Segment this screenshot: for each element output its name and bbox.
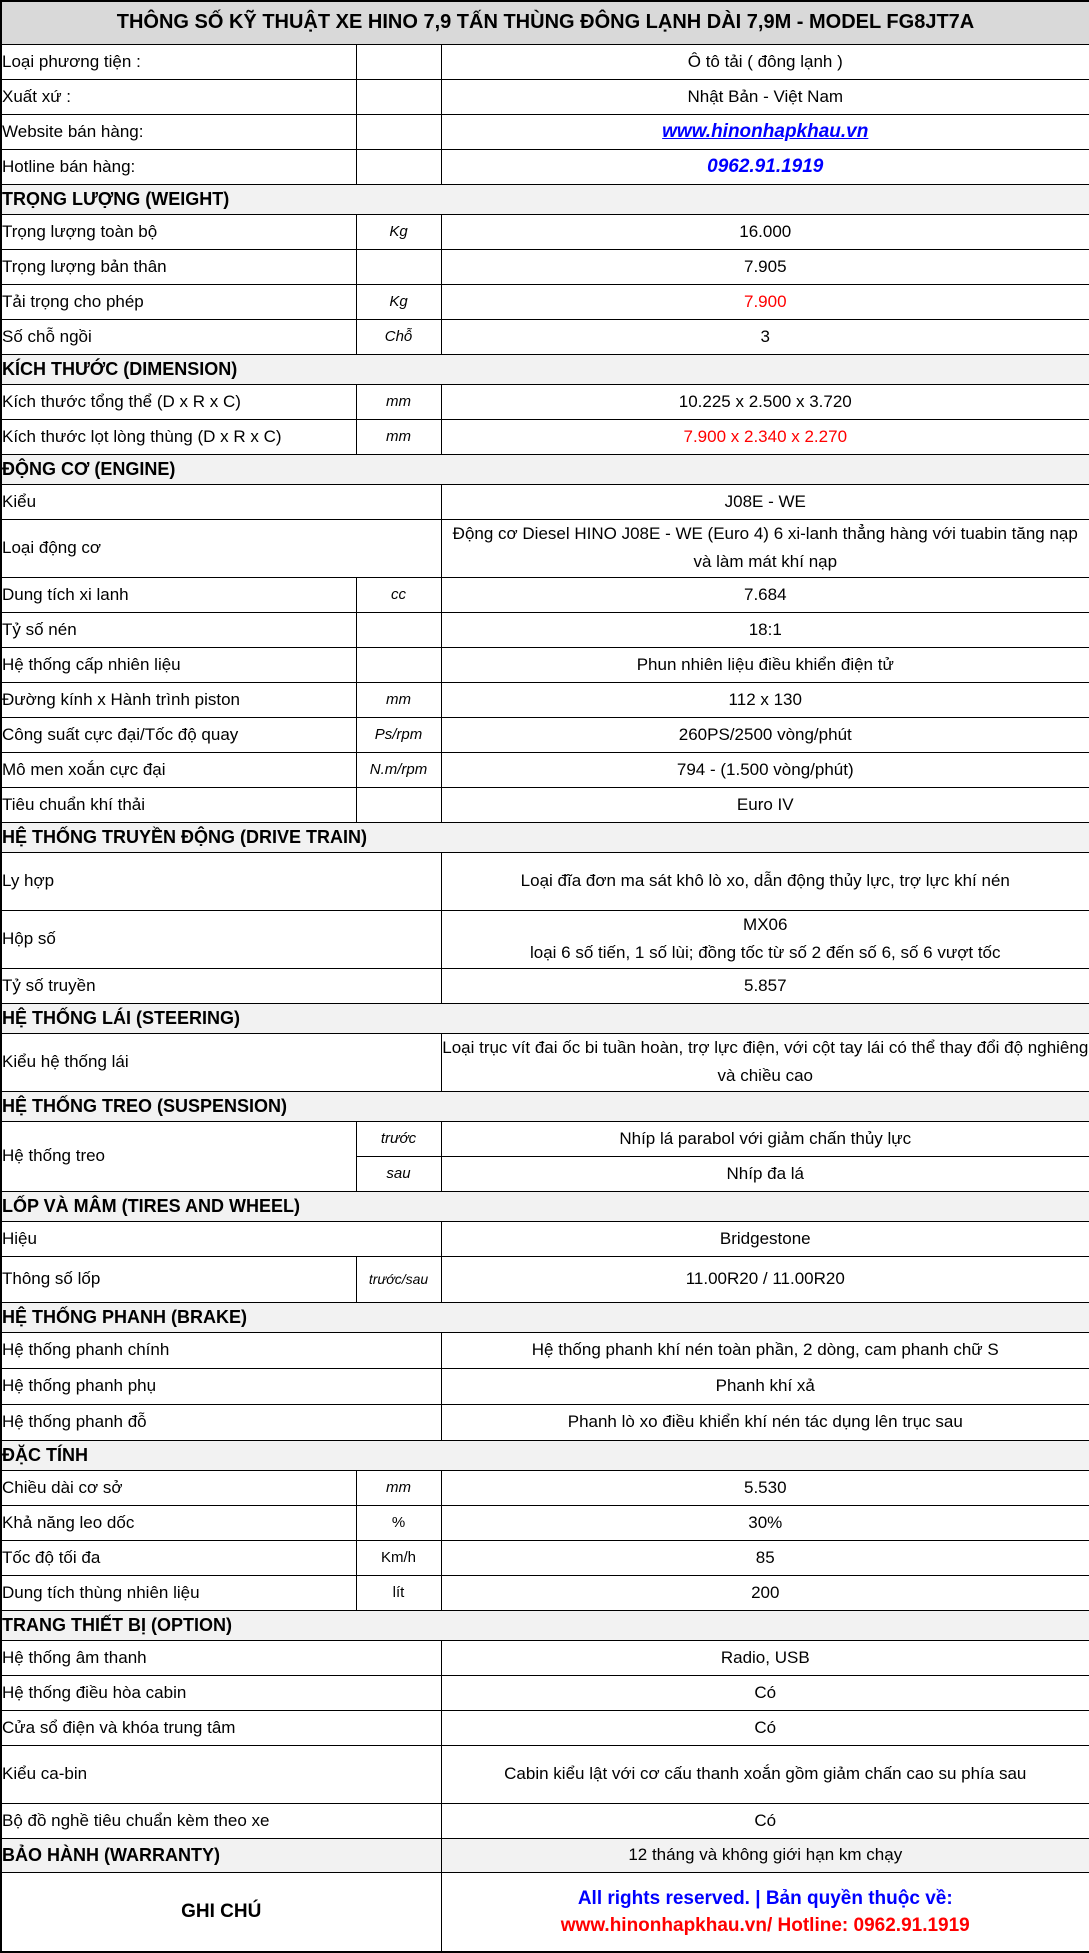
row-unit: sau [356, 1156, 441, 1191]
hotline-value: 0962.91.1919 [441, 149, 1089, 184]
spec-row [1, 519, 1089, 577]
row-value: Nhíp đa lá [441, 1156, 1089, 1191]
warranty-value: 12 tháng và không giới hạn km chạy [441, 1838, 1089, 1872]
row-value: 112 x 130 [441, 682, 1089, 717]
spec-row [1, 787, 1089, 822]
spec-row [1, 384, 1089, 419]
row-value: Phanh khí xả [441, 1368, 1089, 1404]
row-unit [356, 787, 441, 822]
row-unit [356, 114, 441, 149]
warranty-label: BẢO HÀNH (WARRANTY) [1, 1838, 441, 1872]
row-label: Hệ thống âm thanh [1, 1640, 441, 1675]
row-value: 7.900 x 2.340 x 2.270 [441, 419, 1089, 454]
spec-row [1, 647, 1089, 682]
row-value: 30% [441, 1505, 1089, 1540]
section-header-row [1, 184, 1089, 214]
section-header-row [1, 354, 1089, 384]
section-title: HỆ THỐNG LÁI (STEERING) [1, 1003, 1089, 1033]
section-header-row [1, 1003, 1089, 1033]
spec-row [1, 1121, 1089, 1156]
row-value: 794 - (1.500 vòng/phút) [441, 752, 1089, 787]
row-value: Hệ thống phanh khí nén toàn phần, 2 dòng, cam phanh chữ S [441, 1332, 1089, 1368]
spec-row [1, 1540, 1089, 1575]
spec-row [1, 284, 1089, 319]
row-label: Kích thước lọt lòng thùng (D x R x C) [1, 419, 356, 454]
row-unit [356, 612, 441, 647]
section-title: HỆ THỐNG TREO (SUSPENSION) [1, 1091, 1089, 1121]
spec-row [1, 1710, 1089, 1745]
row-unit: N.m/rpm [356, 752, 441, 787]
row-label: Kích thước tổng thể (D x R x C) [1, 384, 356, 419]
row-label: Chiều dài cơ sở [1, 1470, 356, 1505]
spec-row [1, 484, 1089, 519]
row-label: Thông số lốp [1, 1256, 356, 1302]
row-label: Kiểu [1, 484, 441, 519]
section-title: KÍCH THƯỚC (DIMENSION) [1, 354, 1089, 384]
row-unit: Ps/rpm [356, 717, 441, 752]
row-value: Euro IV [441, 787, 1089, 822]
spec-row [1, 249, 1089, 284]
row-unit: Chỗ [356, 319, 441, 354]
spec-row [1, 577, 1089, 612]
row-unit: lít [356, 1575, 441, 1610]
row-value: 85 [441, 1540, 1089, 1575]
row-label: Loại động cơ [1, 519, 441, 577]
row-label: Hệ thống phanh chính [1, 1332, 441, 1368]
spec-row [1, 1256, 1089, 1302]
page-title: THÔNG SỐ KỸ THUẬT XE HINO 7,9 TẤN THÙNG ĐÔNG LẠNH DÀI 7,9M - MODEL FG8JT7A [1, 1, 1089, 44]
row-label: Dung tích thùng nhiên liệu [1, 1575, 356, 1610]
row-label: Kiểu hệ thống lái [1, 1033, 441, 1091]
row-value: Có [441, 1710, 1089, 1745]
row-unit: trước [356, 1121, 441, 1156]
row-label: Website bán hàng: [1, 114, 356, 149]
spec-row [1, 752, 1089, 787]
note-label: GHI CHÚ [1, 1872, 441, 1952]
spec-row [1, 717, 1089, 752]
row-label: Hệ thống phanh phụ [1, 1368, 441, 1404]
row-label: Xuất xứ : [1, 79, 356, 114]
row-label: Trọng lượng bản thân [1, 249, 356, 284]
row-unit: mm [356, 1470, 441, 1505]
row-value: J08E - WE [441, 484, 1089, 519]
spec-row [1, 419, 1089, 454]
section-header-row [1, 1302, 1089, 1332]
row-unit [356, 44, 441, 79]
row-label: Trọng lượng toàn bộ [1, 214, 356, 249]
row-unit: Kg [356, 284, 441, 319]
section-header-row [1, 1191, 1089, 1221]
row-label: Tỷ số nén [1, 612, 356, 647]
row-label: Mô men xoắn cực đại [1, 752, 356, 787]
row-value: Loại trục vít đai ốc bi tuần hoàn, trợ lực điện, với cột tay lái có thể thay đổi độ nghiêng và chiều cao [441, 1033, 1089, 1091]
row-label: Dung tích xi lanh [1, 577, 356, 612]
row-value: 5.530 [441, 1470, 1089, 1505]
row-value: Phanh lò xo điều khiển khí nén tác dụng lên trục sau [441, 1404, 1089, 1440]
spec-row [1, 612, 1089, 647]
row-value [441, 114, 1089, 149]
spec-row [1, 1675, 1089, 1710]
row-label: Bộ đồ nghề tiêu chuẩn kèm theo xe [1, 1803, 441, 1838]
note-line-blue: All rights reserved. | Bản quyền thuộc về: [442, 1885, 1089, 1912]
row-label: Tỷ số truyền [1, 968, 441, 1003]
spec-row [1, 1332, 1089, 1368]
spec-row [1, 319, 1089, 354]
spec-row [1, 1505, 1089, 1540]
spec-row [1, 1745, 1089, 1803]
row-unit: cc [356, 577, 441, 612]
row-value: 18:1 [441, 612, 1089, 647]
row-value: 3 [441, 319, 1089, 354]
spec-row [1, 910, 1089, 968]
spec-row [1, 1368, 1089, 1404]
row-label: Công suất cực đại/Tốc độ quay [1, 717, 356, 752]
spec-row [1, 968, 1089, 1003]
row-label: Hotline bán hàng: [1, 149, 356, 184]
note-line-red: www.hinonhapkhau.vn/ Hotline: 0962.91.1919 [442, 1912, 1089, 1939]
row-unit: mm [356, 682, 441, 717]
row-value: Loại đĩa đơn ma sát khô lò xo, dẫn động thủy lực, trợ lực khí nén [441, 852, 1089, 910]
row-label: Hiệu [1, 1221, 441, 1256]
section-title: HỆ THỐNG TRUYỀN ĐỘNG (DRIVE TRAIN) [1, 822, 1089, 852]
row-value: Ô tô tải ( đông lạnh ) [441, 44, 1089, 79]
row-label: Tải trọng cho phép [1, 284, 356, 319]
spec-row [1, 214, 1089, 249]
row-label: Khả năng leo dốc [1, 1505, 356, 1540]
row-label: Số chỗ ngồi [1, 319, 356, 354]
spec-row [1, 1470, 1089, 1505]
row-label: Ly hợp [1, 852, 441, 910]
spec-table-body [1, 1, 1089, 1952]
row-value: Có [441, 1675, 1089, 1710]
row-value: Bridgestone [441, 1221, 1089, 1256]
row-value: Động cơ Diesel HINO J08E - WE (Euro 4) 6 xi-lanh thẳng hàng với tuabin tăng nạp và làm mát khí nạp [441, 519, 1089, 577]
row-unit: trước/sau [356, 1256, 441, 1302]
spec-row [1, 149, 1089, 184]
section-title: TRANG THIẾT BỊ (OPTION) [1, 1610, 1089, 1640]
row-label: Tốc độ tối đa [1, 1540, 356, 1575]
row-value: 200 [441, 1575, 1089, 1610]
row-label: Hộp số [1, 910, 441, 968]
note-value [441, 1872, 1089, 1952]
row-value: Có [441, 1803, 1089, 1838]
row-value: Cabin kiểu lật với cơ cấu thanh xoắn gồm giảm chấn cao su phía sau [441, 1745, 1089, 1803]
section-title: HỆ THỐNG PHANH (BRAKE) [1, 1302, 1089, 1332]
row-label: Hệ thống điều hòa cabin [1, 1675, 441, 1710]
section-header-row [1, 1440, 1089, 1470]
row-value: 5.857 [441, 968, 1089, 1003]
row-label: Đường kính x Hành trình piston [1, 682, 356, 717]
spec-row [1, 1803, 1089, 1838]
section-title: ĐỘNG CƠ (ENGINE) [1, 454, 1089, 484]
row-value: 7.905 [441, 249, 1089, 284]
section-header-row [1, 454, 1089, 484]
row-value: Nhật Bản - Việt Nam [441, 79, 1089, 114]
row-value: 260PS/2500 vòng/phút [441, 717, 1089, 752]
row-unit: mm [356, 419, 441, 454]
row-value: 16.000 [441, 214, 1089, 249]
spec-row [1, 114, 1089, 149]
row-value: Radio, USB [441, 1640, 1089, 1675]
row-value: Phun nhiên liệu điều khiển điện tử [441, 647, 1089, 682]
spec-row [1, 682, 1089, 717]
spec-row [1, 1033, 1089, 1091]
row-unit [356, 79, 441, 114]
row-unit [356, 149, 441, 184]
row-value: 11.00R20 / 11.00R20 [441, 1256, 1089, 1302]
note-row [1, 1872, 1089, 1952]
section-title: TRỌNG LƯỢNG (WEIGHT) [1, 184, 1089, 214]
section-header-row [1, 1610, 1089, 1640]
row-unit [356, 249, 441, 284]
spec-row [1, 1221, 1089, 1256]
row-value: 7.684 [441, 577, 1089, 612]
spec-row [1, 1404, 1089, 1440]
row-label: Kiểu ca-bin [1, 1745, 441, 1803]
row-label: Hệ thống cấp nhiên liệu [1, 647, 356, 682]
spec-row [1, 852, 1089, 910]
warranty-row [1, 1838, 1089, 1872]
value-line: MX06 [442, 911, 1089, 939]
row-value: 7.900 [441, 284, 1089, 319]
row-unit: Kg [356, 214, 441, 249]
row-label: Hệ thống treo [1, 1121, 356, 1191]
row-unit: mm [356, 384, 441, 419]
row-unit: Km/h [356, 1540, 441, 1575]
row-label: Hệ thống phanh đỗ [1, 1404, 441, 1440]
section-header-row [1, 822, 1089, 852]
spec-row [1, 44, 1089, 79]
row-value [441, 910, 1089, 968]
spec-row [1, 79, 1089, 114]
spec-row [1, 1575, 1089, 1610]
website-link[interactable]: www.hinonhapkhau.vn [662, 121, 868, 142]
spec-row [1, 1640, 1089, 1675]
section-title: LỐP VÀ MÂM (TIRES AND WHEEL) [1, 1191, 1089, 1221]
row-value: 10.225 x 2.500 x 3.720 [441, 384, 1089, 419]
row-label: Loại phương tiện : [1, 44, 356, 79]
row-unit: % [356, 1505, 441, 1540]
row-label: Tiêu chuẩn khí thải [1, 787, 356, 822]
section-title: ĐẶC TÍNH [1, 1440, 1089, 1470]
value-line: loại 6 số tiến, 1 số lùi; đồng tốc từ số 2 đến số 6, số 6 vượt tốc [442, 939, 1089, 967]
row-label: Cửa sổ điện và khóa trung tâm [1, 1710, 441, 1745]
row-value: Nhíp lá parabol với giảm chấn thủy lực [441, 1121, 1089, 1156]
title-row [1, 1, 1089, 44]
row-unit [356, 647, 441, 682]
section-header-row [1, 1091, 1089, 1121]
